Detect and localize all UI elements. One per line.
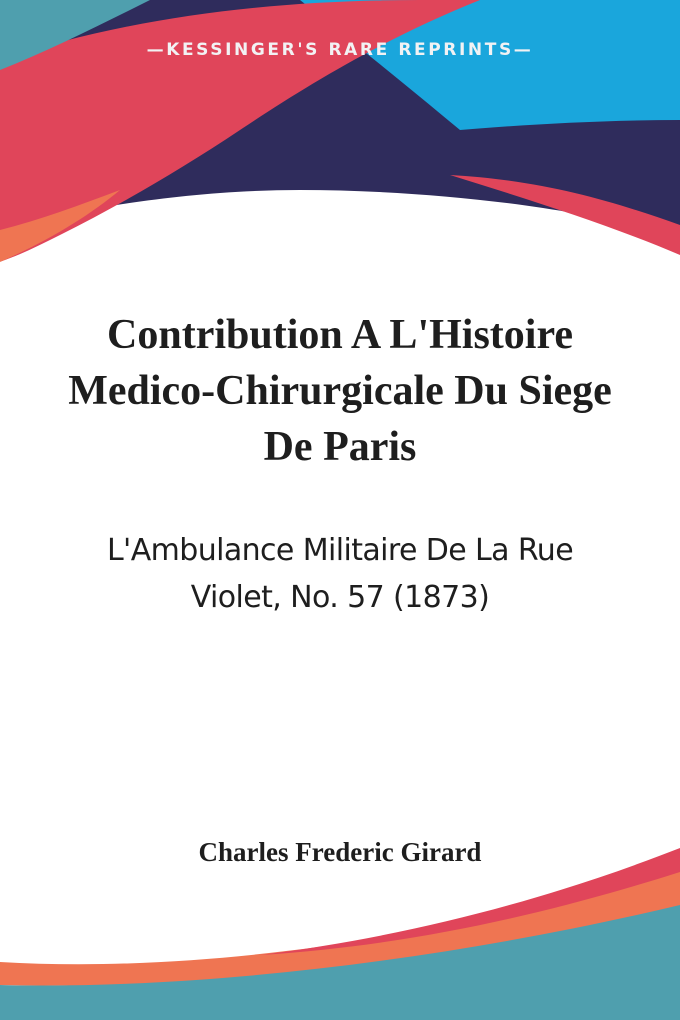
publisher-imprint: —KESSINGER'S RARE REPRINTS—	[146, 40, 534, 60]
book-author: Charles Frederic Girard	[198, 837, 482, 867]
book-subtitle: L'Ambulance Militaire De La Rue Violet, No. 57 (1873)	[106, 533, 574, 615]
book-title: Contribution A L'Histoire Medico-Chirurgicale Du Siege De Paris	[68, 312, 612, 470]
